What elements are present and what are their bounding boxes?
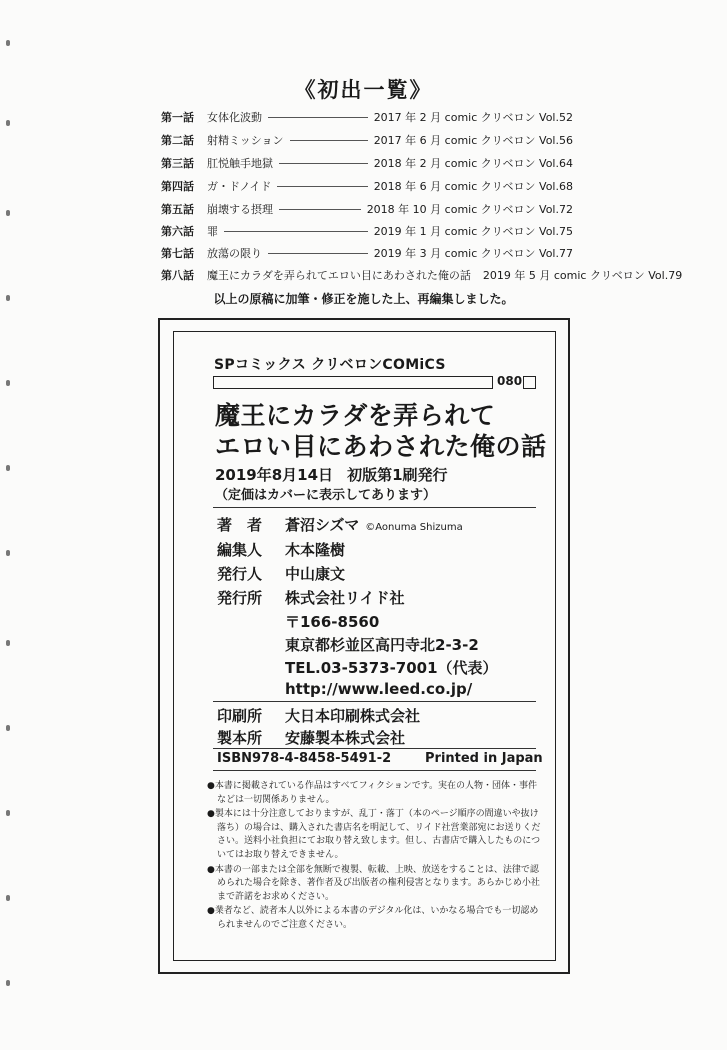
toc-source: 2017 年 2 月 comic クリベロン Vol.52 (373, 111, 573, 124)
leader-line (277, 186, 367, 187)
margin-mark (6, 725, 10, 731)
margin-mark (6, 810, 10, 816)
margin-mark (6, 550, 10, 556)
publisher-label: 発行所 (217, 589, 263, 607)
toc-note: 以上の原稿に加筆・修正を施した上、再編集しました。 (213, 292, 514, 306)
margin-mark (6, 640, 10, 646)
margin-mark (6, 210, 10, 216)
leader-line (279, 209, 361, 210)
website-url: http://www.leed.co.jp/ (285, 680, 473, 698)
toc-chapter-title: 崩壊する摂理 (207, 203, 273, 216)
leader-line (224, 231, 368, 232)
toc-source: 2018 年 10 月 comic クリベロン Vol.72 (366, 203, 573, 216)
leader-line (290, 140, 368, 141)
toc-title: 《初出一覧》 (294, 78, 433, 102)
toc-source: 2018 年 2 月 comic クリベロン Vol.64 (373, 157, 573, 170)
toc-row (161, 177, 573, 195)
margin-mark (6, 895, 10, 901)
leader-line (268, 253, 368, 254)
legal-note: ●製本には十分注意しておりますが、乱丁・落丁（本のページ順序の間違いや抜け落ち）の場合は、購入された書店名を明記して、リイド社営業部宛にお送りください。送料小社負担にてお取り替え致します。但し、古書店で購入したものについてはお取り替えできません。 (207, 809, 541, 860)
printer-name: 大日本印刷株式会社 (285, 707, 421, 725)
toc-chapter-title: 女体化波動 (207, 111, 262, 124)
editor-name: 木本隆樹 (285, 541, 346, 559)
toc-row (161, 154, 573, 172)
toc-row (161, 108, 573, 126)
series-number: 080 (497, 374, 523, 388)
postal-code: 〒166-8560 (285, 613, 380, 631)
leader-line (268, 117, 368, 118)
toc-chapter: 第七話 (161, 247, 194, 260)
margin-mark (6, 40, 10, 46)
author-label: 著 者 (217, 516, 263, 534)
author-romaji: ©Aonuma Shizuma (365, 522, 463, 533)
series-bar (213, 376, 493, 389)
printed-in: Printed in Japan (425, 751, 543, 766)
toc-row (161, 266, 683, 284)
toc-chapter: 第五話 (161, 203, 194, 216)
publisher-person-name: 中山康文 (285, 565, 346, 583)
binder-name: 安藤製本株式会社 (285, 729, 406, 747)
margin-mark (6, 980, 10, 986)
price-note: （定価はカバーに表示してあります） (215, 488, 437, 503)
toc-chapter-title: 罪 (207, 225, 218, 238)
toc-chapter: 第三話 (161, 157, 194, 170)
divider (213, 748, 536, 749)
toc-chapter: 第一話 (161, 111, 194, 124)
toc-row (161, 200, 573, 218)
legal-notes (207, 780, 542, 934)
author-name: 蒼沼シズマ (285, 516, 360, 534)
address: 東京都杉並区高円寺北2-3-2 (285, 636, 479, 654)
edition: 初版第1刷発行 (347, 466, 448, 484)
toc-chapter-title: ガ・ドノイド (207, 180, 272, 193)
binder-label: 製本所 (217, 729, 263, 747)
telephone: TEL.03-5373-7001（代表） (285, 659, 498, 677)
book-title-line1: 魔王にカラダを弄られて (215, 401, 496, 430)
margin-mark (6, 465, 10, 471)
toc-chapter: 第六話 (161, 225, 194, 238)
margin-mark (6, 120, 10, 126)
divider (213, 770, 536, 771)
publisher-name: 株式会社リイド社 (285, 589, 405, 607)
toc-chapter: 第四話 (161, 180, 194, 193)
margin-mark (6, 380, 10, 386)
legal-note: ●本書に掲載されている作品はすべてフィクションです。実在の人物・団体・事件などは一切関係ありません。 (207, 781, 538, 805)
publication-date: 2019年8月14日 (215, 466, 334, 484)
series-name: SPコミックス クリベロンCOMiCS (214, 357, 446, 373)
toc-source: 2019 年 5 月 comic クリベロン Vol.79 (482, 269, 683, 282)
editor-label: 編集人 (217, 541, 263, 559)
toc-row (161, 222, 573, 240)
printer-label: 印刷所 (217, 707, 263, 725)
book-title-line2: エロい目にあわされた俺の話 (215, 432, 547, 461)
publication-line (215, 464, 448, 485)
isbn: ISBN978-4-8458-5491-2 (217, 751, 392, 766)
divider (213, 701, 536, 702)
toc-chapter-title: 肛悦触手地獄 (207, 157, 273, 170)
toc-source: 2019 年 3 月 comic クリベロン Vol.77 (373, 247, 573, 260)
toc-chapter-title: 射精ミッション (207, 134, 284, 147)
toc-source: 2019 年 1 月 comic クリベロン Vol.75 (373, 225, 573, 238)
publisher-person-label: 発行人 (217, 565, 263, 583)
toc-source: 2017 年 6 月 comic クリベロン Vol.56 (373, 134, 573, 147)
toc-chapter: 第八話 (161, 269, 194, 282)
series-box (523, 376, 536, 389)
toc-row (161, 131, 573, 149)
divider (213, 507, 536, 508)
toc-source: 2018 年 6 月 comic クリベロン Vol.68 (373, 180, 573, 193)
legal-note: ●本書の一部または全部を無断で複製、転載、上映、放送をすることは、法律で認められた場合を除き、著作者及び出版者の権利侵害となります。あらかじめ小社まで許諾をお求めください。 (207, 864, 540, 902)
legal-note: ●業者など、読者本人以外による本書のデジタル化は、いかなる場合でも一切認められませんのでご注意ください。 (207, 906, 539, 930)
toc-chapter-title: 放蕩の限り (207, 247, 262, 260)
author-value (285, 514, 463, 535)
toc-chapter-title: 魔王にカラダを弄られてエロい目にあわされた俺の話 (207, 269, 471, 282)
toc-chapter: 第二話 (161, 134, 194, 147)
toc-row (161, 244, 573, 262)
leader-line (279, 163, 368, 164)
